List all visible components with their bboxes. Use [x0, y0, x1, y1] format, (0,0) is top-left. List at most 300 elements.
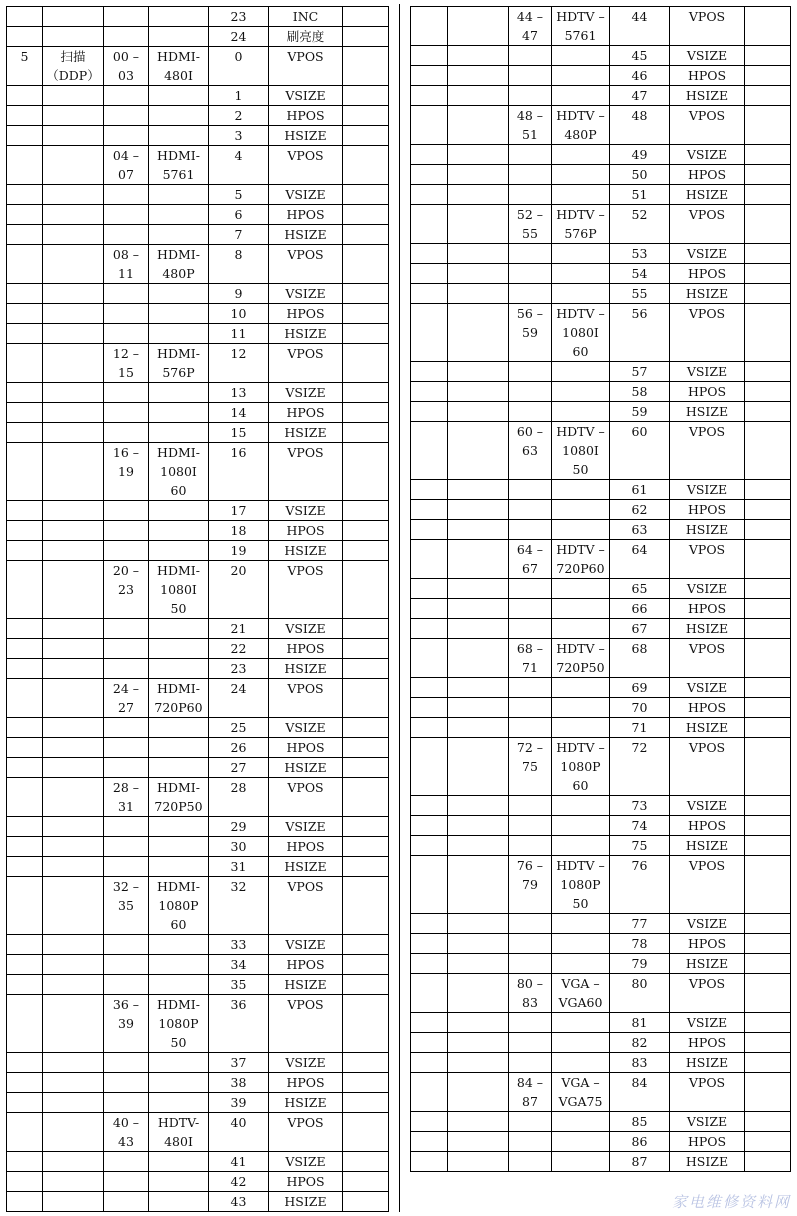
param-no-cell: 22 [209, 639, 269, 659]
item-no-cell [411, 678, 448, 698]
function-cell [43, 205, 104, 225]
param-name-cell: HSIZE [670, 718, 745, 738]
item-no-cell [411, 205, 448, 244]
mode-cell: HDTV – 1080I 60 [552, 304, 610, 362]
param-name-cell: HPOS [670, 382, 745, 402]
param-name-cell: VSIZE [670, 46, 745, 66]
item-no-cell [7, 245, 43, 284]
item-no-cell [411, 1152, 448, 1172]
function-cell [43, 1192, 104, 1212]
table-row [411, 1132, 791, 1152]
range-cell [509, 362, 552, 382]
remark-cell [745, 579, 791, 599]
param-no-cell: 70 [610, 698, 670, 718]
param-no-cell: 7 [209, 225, 269, 245]
range-cell: 28 – 31 [104, 778, 149, 817]
param-no-cell: 41 [209, 1152, 269, 1172]
function-cell [43, 324, 104, 344]
param-no-cell: 86 [610, 1132, 670, 1152]
range-cell [509, 402, 552, 422]
range-cell: 56 – 59 [509, 304, 552, 362]
remark-cell [745, 264, 791, 284]
watermark-text: 家电维修资料网 [671, 1193, 791, 1211]
item-no-cell [7, 304, 43, 324]
table-row [7, 106, 389, 126]
function-cell [448, 402, 509, 422]
function-cell [43, 1113, 104, 1152]
function-cell [43, 423, 104, 443]
function-cell [448, 796, 509, 816]
item-no-cell [7, 1093, 43, 1113]
remark-cell [745, 382, 791, 402]
range-cell [104, 501, 149, 521]
item-no-cell [7, 284, 43, 304]
param-no-cell: 58 [610, 382, 670, 402]
remark-cell [343, 1093, 389, 1113]
mode-cell: HDMI- 720P50 [149, 778, 209, 817]
table-row [411, 165, 791, 185]
mode-cell [552, 1053, 610, 1073]
remark-cell [343, 1053, 389, 1073]
mode-cell [552, 1132, 610, 1152]
function-cell [43, 837, 104, 857]
mode-cell [552, 914, 610, 934]
mode-cell [149, 27, 209, 47]
item-no-cell [411, 244, 448, 264]
function-cell [43, 738, 104, 758]
item-no-cell [411, 284, 448, 304]
table-row [411, 7, 791, 46]
mode-cell: HDTV – 5761 [552, 7, 610, 46]
remark-cell [343, 1152, 389, 1172]
table-row [7, 324, 389, 344]
range-cell [509, 954, 552, 974]
function-cell [448, 698, 509, 718]
param-no-cell: 16 [209, 443, 269, 501]
mode-cell [552, 500, 610, 520]
range-cell [104, 817, 149, 837]
table-row [7, 758, 389, 778]
table-row [7, 344, 389, 383]
table-row [7, 955, 389, 975]
item-no-cell [7, 1172, 43, 1192]
range-cell [104, 304, 149, 324]
function-cell [43, 955, 104, 975]
table-row [411, 1073, 791, 1112]
mode-cell [552, 264, 610, 284]
table-row [411, 738, 791, 796]
range-cell [104, 403, 149, 423]
range-cell [104, 225, 149, 245]
remark-cell [745, 639, 791, 678]
range-cell [104, 1053, 149, 1073]
table-row [411, 599, 791, 619]
table-row [7, 27, 389, 47]
item-no-cell [411, 520, 448, 540]
remark-cell [745, 599, 791, 619]
table-row [411, 698, 791, 718]
remark-cell [745, 914, 791, 934]
item-no-cell [7, 1192, 43, 1212]
range-cell [104, 718, 149, 738]
table-row [411, 422, 791, 480]
param-no-cell: 51 [610, 185, 670, 205]
param-no-cell: 11 [209, 324, 269, 344]
param-no-cell: 65 [610, 579, 670, 599]
param-no-cell: 87 [610, 1152, 670, 1172]
param-name-cell: VSIZE [269, 86, 343, 106]
param-name-cell: VSIZE [670, 480, 745, 500]
remark-cell [745, 46, 791, 66]
table-row [7, 126, 389, 146]
remark-cell [745, 678, 791, 698]
function-cell [448, 165, 509, 185]
remark-cell [745, 422, 791, 480]
remark-cell [343, 146, 389, 185]
param-name-cell: HSIZE [670, 619, 745, 639]
mode-cell [552, 1033, 610, 1053]
param-no-cell: 48 [610, 106, 670, 145]
param-name-cell: VPOS [269, 778, 343, 817]
remark-cell [343, 443, 389, 501]
param-no-cell: 64 [610, 540, 670, 579]
param-no-cell: 15 [209, 423, 269, 443]
range-cell [104, 205, 149, 225]
param-name-cell: VPOS [670, 205, 745, 244]
remark-cell [343, 304, 389, 324]
remark-cell [343, 205, 389, 225]
column-divider [399, 4, 400, 1212]
param-no-cell: 39 [209, 1093, 269, 1113]
item-no-cell [7, 443, 43, 501]
range-cell [104, 619, 149, 639]
range-cell [104, 106, 149, 126]
param-name-cell: VPOS [269, 561, 343, 619]
param-no-cell: 26 [209, 738, 269, 758]
remark-cell [343, 284, 389, 304]
function-cell [43, 225, 104, 245]
param-no-cell: 79 [610, 954, 670, 974]
table-row [411, 934, 791, 954]
remark-cell [745, 362, 791, 382]
table-row [7, 718, 389, 738]
range-cell [509, 619, 552, 639]
param-no-cell: 53 [610, 244, 670, 264]
range-cell [509, 816, 552, 836]
mode-cell [149, 521, 209, 541]
item-no-cell [7, 639, 43, 659]
param-name-cell: HSIZE [269, 1093, 343, 1113]
table-row [411, 836, 791, 856]
table-row [7, 1073, 389, 1093]
function-cell [448, 974, 509, 1013]
param-no-cell: 42 [209, 1172, 269, 1192]
range-cell [104, 935, 149, 955]
remark-cell [343, 501, 389, 521]
function-cell [43, 877, 104, 935]
mode-cell [149, 837, 209, 857]
range-cell: 00 – 03 [104, 47, 149, 86]
mode-cell [552, 520, 610, 540]
range-cell [509, 934, 552, 954]
param-name-cell: HSIZE [670, 86, 745, 106]
function-cell [43, 659, 104, 679]
item-no-cell [411, 362, 448, 382]
function-cell [448, 914, 509, 934]
param-name-cell: HSIZE [670, 402, 745, 422]
remark-cell [745, 185, 791, 205]
table-row [411, 856, 791, 914]
range-cell: 16 – 19 [104, 443, 149, 501]
param-name-cell: HSIZE [269, 758, 343, 778]
function-cell [43, 304, 104, 324]
function-cell [43, 86, 104, 106]
item-no-cell [411, 974, 448, 1013]
function-cell [43, 443, 104, 501]
item-no-cell [7, 423, 43, 443]
item-no-cell [7, 1073, 43, 1093]
item-no-cell [7, 1152, 43, 1172]
table-row [7, 1192, 389, 1212]
function-cell [448, 599, 509, 619]
mode-cell [149, 857, 209, 877]
param-name-cell: HPOS [269, 837, 343, 857]
mode-cell [149, 423, 209, 443]
param-name-cell: VPOS [670, 1073, 745, 1112]
remark-cell [745, 402, 791, 422]
remark-cell [343, 185, 389, 205]
remark-cell [745, 106, 791, 145]
param-name-cell: VPOS [269, 679, 343, 718]
mode-cell [149, 738, 209, 758]
param-no-cell: 76 [610, 856, 670, 914]
function-cell [43, 679, 104, 718]
function-cell [43, 245, 104, 284]
function-cell [43, 561, 104, 619]
item-no-cell [411, 816, 448, 836]
param-name-cell: VSIZE [670, 1013, 745, 1033]
function-cell [43, 975, 104, 995]
item-no-cell [7, 521, 43, 541]
param-name-cell: HPOS [670, 500, 745, 520]
mode-cell [552, 934, 610, 954]
item-no-cell [411, 86, 448, 106]
remark-cell [745, 1152, 791, 1172]
param-name-cell: VPOS [269, 47, 343, 86]
table-row [411, 382, 791, 402]
item-no-cell [7, 1053, 43, 1073]
range-cell [509, 480, 552, 500]
param-name-cell: HPOS [269, 955, 343, 975]
table-row [411, 954, 791, 974]
item-no-cell [411, 382, 448, 402]
range-cell [104, 383, 149, 403]
function-cell [448, 738, 509, 796]
table-row [411, 304, 791, 362]
table-row [7, 778, 389, 817]
remark-cell [745, 304, 791, 362]
param-name-cell: HSIZE [269, 975, 343, 995]
param-no-cell: 23 [209, 659, 269, 679]
param-no-cell: 30 [209, 837, 269, 857]
mode-cell [149, 619, 209, 639]
function-cell [43, 995, 104, 1053]
item-no-cell: 5 [7, 47, 43, 86]
function-cell [43, 1152, 104, 1172]
param-no-cell: 27 [209, 758, 269, 778]
param-name-cell: VSIZE [670, 796, 745, 816]
range-cell [104, 7, 149, 27]
range-cell [509, 520, 552, 540]
param-name-cell: HSIZE [670, 1152, 745, 1172]
function-cell [43, 1172, 104, 1192]
remark-cell [343, 659, 389, 679]
table-row [7, 561, 389, 619]
param-name-cell: VPOS [269, 1113, 343, 1152]
table-row [7, 877, 389, 935]
function-cell [43, 344, 104, 383]
remark-cell [745, 1033, 791, 1053]
table-row [411, 678, 791, 698]
range-cell [104, 324, 149, 344]
param-name-cell: HPOS [269, 205, 343, 225]
table-row [411, 1152, 791, 1172]
table-row [411, 1033, 791, 1053]
remark-cell [343, 344, 389, 383]
remark-cell [343, 423, 389, 443]
param-no-cell: 72 [610, 738, 670, 796]
mode-cell: HDMI- 5761 [149, 146, 209, 185]
range-cell [509, 599, 552, 619]
param-name-cell: HSIZE [269, 225, 343, 245]
param-name-cell: HPOS [269, 1073, 343, 1093]
function-cell [448, 836, 509, 856]
remark-cell [745, 836, 791, 856]
mode-cell [149, 225, 209, 245]
mode-cell: HDTV – 480P [552, 106, 610, 145]
param-name-cell: HPOS [269, 521, 343, 541]
remark-cell [343, 403, 389, 423]
range-cell: 44 – 47 [509, 7, 552, 46]
param-name-cell: HPOS [670, 934, 745, 954]
range-cell [104, 758, 149, 778]
param-no-cell: 67 [610, 619, 670, 639]
table-row [7, 47, 389, 86]
mode-cell: HDTV- 480I [149, 1113, 209, 1152]
item-no-cell [411, 1013, 448, 1033]
param-name-cell: HSIZE [670, 954, 745, 974]
range-cell: 68 – 71 [509, 639, 552, 678]
param-no-cell: 55 [610, 284, 670, 304]
range-cell: 48 – 51 [509, 106, 552, 145]
range-cell: 40 – 43 [104, 1113, 149, 1152]
remark-cell [745, 698, 791, 718]
table-row [411, 1053, 791, 1073]
function-cell [43, 1053, 104, 1073]
param-no-cell: 18 [209, 521, 269, 541]
mode-cell [149, 324, 209, 344]
mode-cell [149, 1172, 209, 1192]
param-name-cell: VSIZE [269, 1053, 343, 1073]
function-cell [448, 46, 509, 66]
table-row [411, 264, 791, 284]
mode-cell [149, 639, 209, 659]
mode-cell: HDMI- 480P [149, 245, 209, 284]
param-name-cell: HPOS [269, 403, 343, 423]
param-name-cell: VSIZE [670, 145, 745, 165]
param-name-cell: HPOS [670, 599, 745, 619]
range-cell [104, 1192, 149, 1212]
mode-cell [149, 7, 209, 27]
remark-cell [343, 47, 389, 86]
param-no-cell: 13 [209, 383, 269, 403]
param-name-cell: VSIZE [670, 914, 745, 934]
function-cell [448, 1152, 509, 1172]
mode-cell: HDMI- 576P [149, 344, 209, 383]
remark-cell [343, 877, 389, 935]
function-cell [43, 284, 104, 304]
param-no-cell: 49 [610, 145, 670, 165]
function-cell [448, 205, 509, 244]
function-cell [448, 619, 509, 639]
mode-cell [552, 244, 610, 264]
item-no-cell [7, 955, 43, 975]
param-no-cell: 69 [610, 678, 670, 698]
range-cell [104, 423, 149, 443]
mode-cell [149, 501, 209, 521]
remark-cell [343, 561, 389, 619]
mode-cell [552, 284, 610, 304]
param-name-cell: VPOS [269, 443, 343, 501]
item-no-cell [411, 914, 448, 934]
mode-cell [149, 718, 209, 738]
function-cell [43, 7, 104, 27]
function-cell [43, 758, 104, 778]
item-no-cell [7, 27, 43, 47]
mode-cell [149, 1192, 209, 1212]
param-name-cell: VSIZE [269, 383, 343, 403]
range-cell [509, 1112, 552, 1132]
param-name-cell: VSIZE [269, 284, 343, 304]
right-parameter-table [410, 6, 791, 1172]
range-cell: 84 – 87 [509, 1073, 552, 1112]
item-no-cell [7, 877, 43, 935]
item-no-cell [7, 619, 43, 639]
range-cell [104, 284, 149, 304]
range-cell [104, 1172, 149, 1192]
mode-cell [552, 1013, 610, 1033]
table-row [411, 185, 791, 205]
remark-cell [745, 954, 791, 974]
param-no-cell: 75 [610, 836, 670, 856]
function-cell [448, 284, 509, 304]
item-no-cell [411, 540, 448, 579]
item-no-cell [411, 264, 448, 284]
remark-cell [745, 1073, 791, 1112]
table-row [7, 284, 389, 304]
table-row [7, 7, 389, 27]
table-row [411, 362, 791, 382]
range-cell [104, 521, 149, 541]
remark-cell [343, 541, 389, 561]
param-name-cell: VPOS [269, 146, 343, 185]
param-no-cell: 5 [209, 185, 269, 205]
item-no-cell [411, 954, 448, 974]
param-name-cell: HPOS [269, 106, 343, 126]
item-no-cell [411, 1073, 448, 1112]
item-no-cell [7, 7, 43, 27]
range-cell [509, 244, 552, 264]
